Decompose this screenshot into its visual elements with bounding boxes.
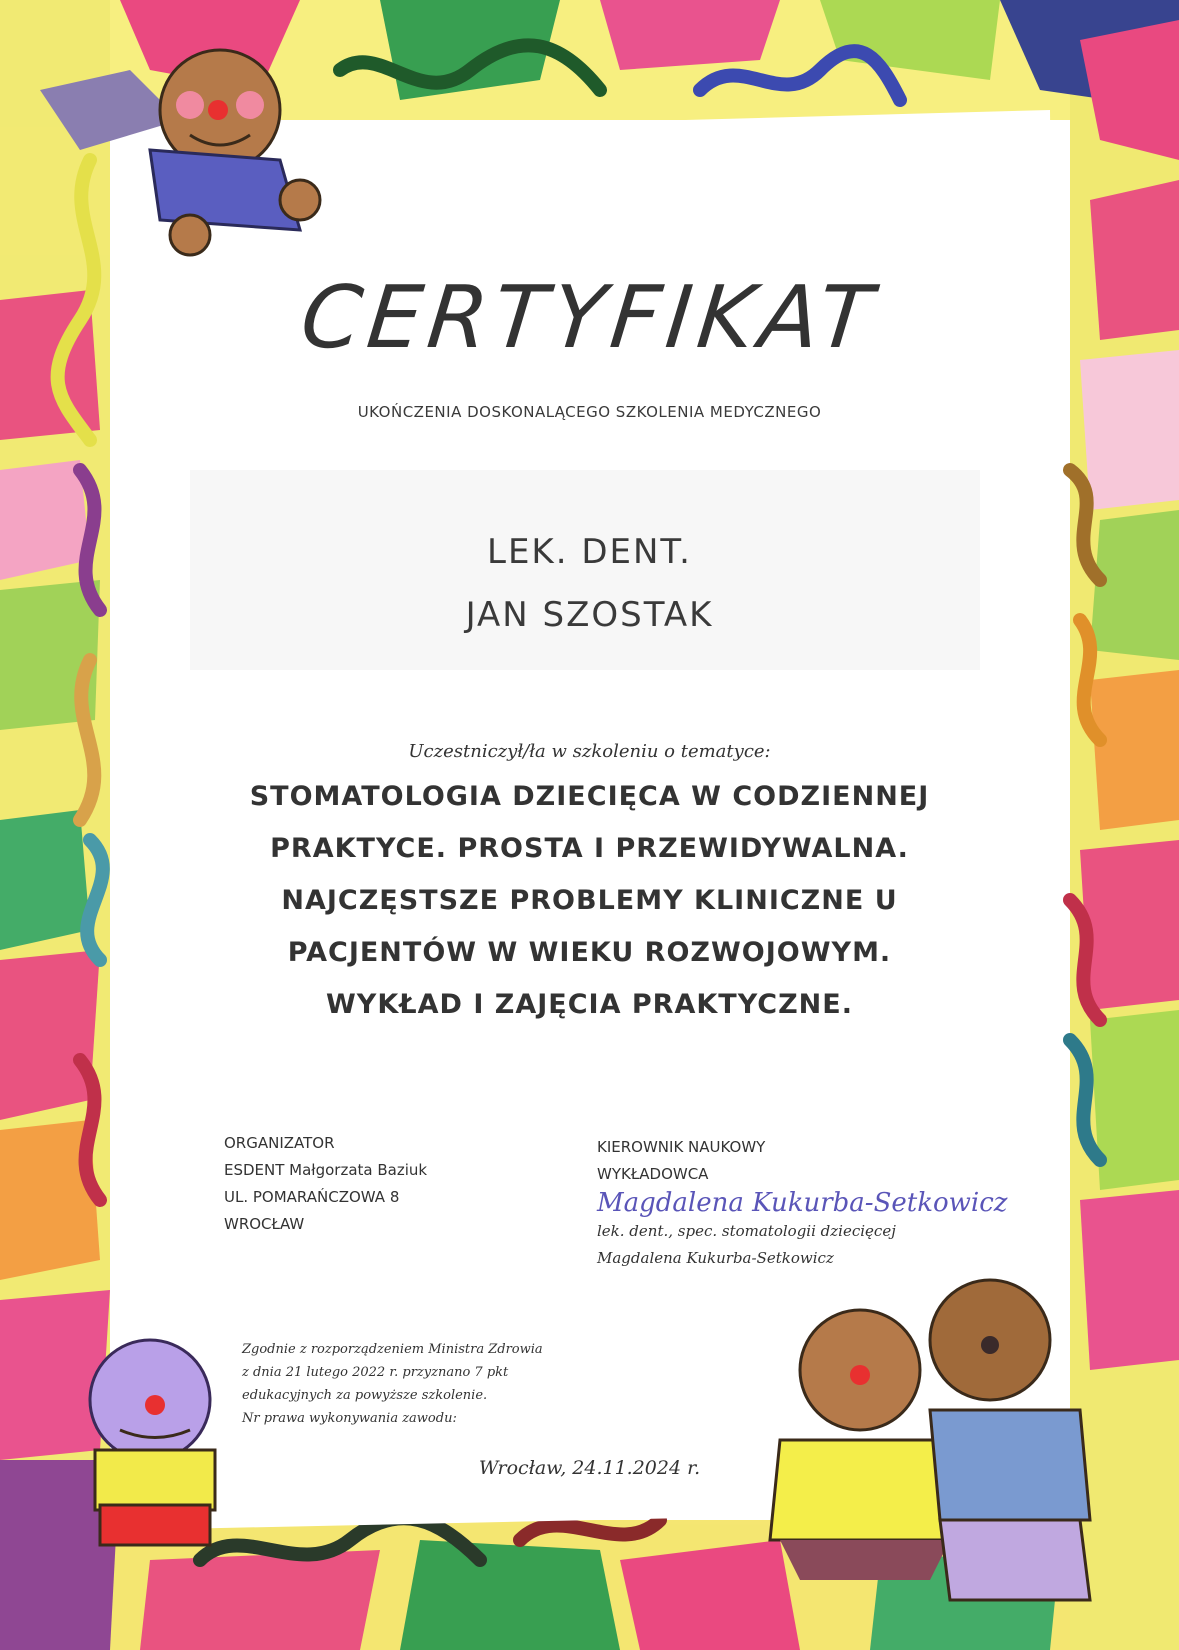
lecturer-signature: Magdalena Kukurba-Setkowicz [597, 1188, 1008, 1218]
recipient-name: JAN SZOSTAK [465, 595, 714, 635]
certificate-title: CERTYFIKAT [296, 268, 883, 368]
note-line: Zgodnie z rozporządzeniem Ministra Zdrowia [242, 1342, 543, 1357]
lecturer-heading-lecturer: WYKŁADOWCA [597, 1165, 709, 1183]
topic-line: STOMATOLOGIA DZIECIĘCA W CODZIENNEJ [249, 781, 930, 812]
course-topic [0, 771, 1179, 1031]
topic-line: NAJCZĘSTSZE PROBLEMY KLINICZNE U [281, 885, 898, 916]
note-line: edukacyjnych za powyższe szkolenie. [242, 1388, 488, 1403]
note-line: z dnia 21 lutego 2022 r. przyznano 7 pkt [242, 1365, 509, 1380]
lecturer-block [597, 1134, 1007, 1272]
organizer-heading: ORGANIZATOR [224, 1134, 335, 1152]
participated-label: Uczestniczył/ła w szkoleniu o tematyce: [408, 741, 771, 762]
lecturer-title: lek. dent., spec. stomatologii dziecięcej [597, 1222, 896, 1240]
recipient-title: LEK. DENT. [487, 532, 692, 572]
lecturer-name: Magdalena Kukurba-Setkowicz [597, 1249, 834, 1267]
note-line: Nr prawa wykonywania zawodu: [242, 1411, 457, 1426]
lecturer-heading-scientific: KIEROWNIK NAUKOWY [597, 1138, 766, 1156]
organizer-street: UL. POMARAŃCZOWA 8 [224, 1188, 400, 1206]
organizer-block [224, 1130, 427, 1238]
place-date: Wrocław, 24.11.2024 r. [478, 1457, 701, 1479]
ministry-notes [242, 1338, 543, 1430]
topic-line: PRAKTYCE. PROSTA I PRZEWIDYWALNA. [270, 833, 909, 864]
kid-characters-bottom-right [770, 1280, 1090, 1600]
topic-line: PACJENTÓW W WIEKU ROZWOJOWYM. [287, 937, 892, 968]
certificate-subtitle: UKOŃCZENIA DOSKONALĄCEGO SZKOLENIA MEDYCZNEGO [357, 403, 822, 421]
organizer-name: ESDENT Małgorzata Baziuk [224, 1161, 428, 1179]
organizer-city: WROCŁAW [224, 1215, 305, 1233]
topic-line: WYKŁAD I ZAJĘCIA PRAKTYCZNE. [326, 989, 853, 1020]
